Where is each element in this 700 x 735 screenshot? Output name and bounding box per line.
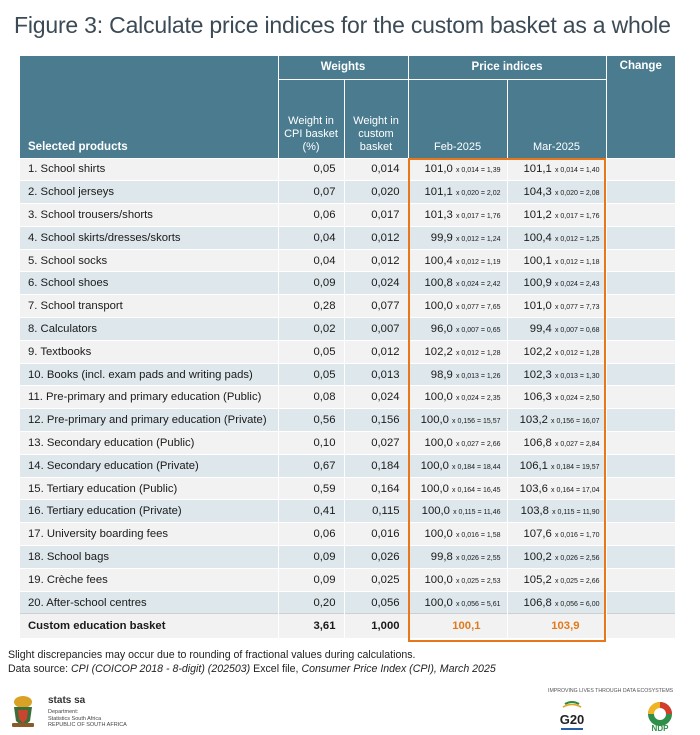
weight-custom: 0,012 — [344, 249, 408, 272]
weight-cpi: 0,08 — [278, 386, 344, 409]
price-index-mar — [507, 363, 606, 386]
total-change — [606, 614, 675, 638]
feb-calculation: x 0,077 = 7,65 — [455, 304, 501, 312]
product-name: 18. School bags — [20, 546, 278, 569]
slogan-text: IMPROVING LIVES THROUGH DATA ECOSYSTEMS — [548, 688, 674, 694]
feb-calculation: x 0,014 = 1,39 — [455, 167, 501, 175]
product-name: 20. After-school centres — [20, 591, 278, 614]
weight-cpi: 0,56 — [278, 409, 344, 432]
source-mid: Excel file, — [250, 663, 302, 675]
mar-calculation: x 0,014 = 1,40 — [554, 167, 600, 175]
feb-calculation: x 0,013 = 1,26 — [455, 372, 501, 380]
feb-calculation: x 0,024 = 2,35 — [455, 395, 501, 403]
price-index-feb — [408, 500, 507, 523]
feb-index-value: 98,9 — [430, 368, 453, 381]
price-index-mar — [507, 568, 606, 591]
table-row — [20, 477, 675, 500]
product-name: 19. Crèche fees — [20, 568, 278, 591]
product-name: 17. University boarding fees — [20, 523, 278, 546]
product-name: 12. Pre-primary and primary education (Private) — [20, 409, 278, 432]
table-body — [20, 158, 675, 638]
price-index-feb — [408, 204, 507, 227]
weight-cpi: 0,28 — [278, 295, 344, 318]
weight-custom: 0,184 — [344, 454, 408, 477]
weight-custom: 0,164 — [344, 477, 408, 500]
price-index-feb — [408, 454, 507, 477]
price-index-mar — [507, 454, 606, 477]
weight-custom: 0,024 — [344, 386, 408, 409]
price-index-mar — [507, 318, 606, 341]
feb-index-value: 100,0 — [424, 436, 453, 449]
price-index-feb — [408, 249, 507, 272]
weight-cpi: 0,09 — [278, 546, 344, 569]
mar-calculation: x 0,115 = 11,90 — [552, 509, 600, 517]
header-feb: Feb-2025 — [408, 79, 507, 158]
weight-cpi: 0,05 — [278, 340, 344, 363]
price-index-feb — [408, 272, 507, 295]
weight-custom: 0,013 — [344, 363, 408, 386]
product-name: 11. Pre-primary and primary education (Public) — [20, 386, 278, 409]
change-cell — [606, 568, 675, 591]
feb-calculation: x 0,024 = 2,42 — [455, 281, 501, 289]
feb-index-value: 99,9 — [430, 231, 453, 244]
feb-index-value: 100,0 — [424, 391, 453, 404]
mar-calculation: x 0,013 = 1,30 — [554, 372, 600, 380]
price-index-mar — [507, 477, 606, 500]
change-cell — [606, 272, 675, 295]
mar-index-value: 106,8 — [523, 436, 552, 449]
price-index-feb — [408, 226, 507, 249]
mar-calculation: x 0,026 = 2,56 — [554, 554, 600, 562]
weight-cpi: 0,20 — [278, 591, 344, 614]
g20-text: G20 — [559, 712, 585, 727]
table-row — [20, 432, 675, 455]
change-cell — [606, 295, 675, 318]
footnote-rounding: Slight discrepancies may occur due to rounding of fractional values during calculations. — [8, 649, 416, 661]
price-index-mar — [507, 340, 606, 363]
ndp-text: NDP — [651, 724, 669, 733]
header-weights: Weights — [278, 56, 408, 79]
feb-index-value: 101,1 — [424, 186, 453, 199]
price-index-mar — [507, 409, 606, 432]
price-index-feb — [408, 546, 507, 569]
mar-calculation: x 0,012 = 1,18 — [554, 258, 600, 266]
dept-line-1: Department: — [48, 709, 79, 715]
mar-index-value: 101,2 — [523, 208, 552, 221]
weight-cpi: 0,09 — [278, 272, 344, 295]
feb-calculation: x 0,164 = 16,45 — [452, 486, 501, 494]
mar-index-value: 107,6 — [523, 528, 552, 541]
table-row — [20, 386, 675, 409]
table-row — [20, 500, 675, 523]
price-index-mar — [507, 386, 606, 409]
feb-calculation: x 0,012 = 1,28 — [455, 349, 501, 357]
feb-index-value: 100,0 — [424, 596, 453, 609]
mar-index-value: 106,1 — [519, 459, 548, 472]
mar-calculation: x 0,016 = 1,70 — [554, 532, 600, 540]
dept-line-3: REPUBLIC OF SOUTH AFRICA — [48, 722, 127, 728]
change-cell — [606, 591, 675, 614]
mar-calculation: x 0,017 = 1,76 — [554, 212, 600, 220]
change-cell — [606, 318, 675, 341]
price-index-table — [20, 56, 675, 638]
mar-index-value: 100,2 — [523, 550, 552, 563]
header-change: Change — [606, 56, 675, 79]
product-name: 13. Secondary education (Public) — [20, 432, 278, 455]
mar-index-value: 103,2 — [519, 414, 548, 427]
table-row — [20, 272, 675, 295]
price-index-feb — [408, 363, 507, 386]
product-name: 9. Textbooks — [20, 340, 278, 363]
change-cell — [606, 204, 675, 227]
weight-custom: 0,115 — [344, 500, 408, 523]
weight-custom: 0,056 — [344, 591, 408, 614]
change-cell — [606, 340, 675, 363]
header-selected-products: Selected products — [20, 79, 278, 158]
price-index-feb — [408, 181, 507, 204]
price-index-mar — [507, 204, 606, 227]
total-weight-custom: 1,000 — [344, 614, 408, 638]
price-index-mar — [507, 546, 606, 569]
feb-index-value: 99,8 — [430, 550, 453, 563]
table-row — [20, 226, 675, 249]
mar-index-value: 104,3 — [523, 186, 552, 199]
weight-cpi: 0,06 — [278, 523, 344, 546]
header-blank — [20, 56, 278, 79]
price-index-mar — [507, 158, 606, 181]
price-index-mar — [507, 249, 606, 272]
table-row — [20, 523, 675, 546]
weight-cpi: 0,07 — [278, 181, 344, 204]
mar-index-value: 101,0 — [523, 300, 552, 313]
feb-index-value: 100,8 — [424, 277, 453, 290]
mar-index-value: 99,4 — [529, 322, 552, 335]
mar-index-value: 105,2 — [523, 573, 552, 586]
weight-custom: 0,020 — [344, 181, 408, 204]
price-index-feb — [408, 591, 507, 614]
mar-index-value: 100,1 — [523, 254, 552, 267]
change-cell — [606, 500, 675, 523]
change-cell — [606, 158, 675, 181]
header-weight-cpi: Weight in CPI basket (%) — [278, 79, 344, 158]
table-row — [20, 204, 675, 227]
price-index-feb — [408, 432, 507, 455]
header-price-indices: Price indices — [408, 56, 606, 79]
change-cell — [606, 363, 675, 386]
mar-calculation: x 0,020 = 2,08 — [554, 190, 600, 198]
header-mar: Mar-2025 — [507, 79, 606, 158]
price-index-feb — [408, 523, 507, 546]
price-index-feb — [408, 409, 507, 432]
table-row — [20, 568, 675, 591]
ndp-logo — [640, 700, 680, 734]
feb-calculation: x 0,020 = 2,02 — [455, 190, 501, 198]
price-index-mar — [507, 432, 606, 455]
feb-calculation: x 0,056 = 5,61 — [455, 600, 501, 608]
weight-cpi: 0,05 — [278, 158, 344, 181]
feb-calculation: x 0,027 = 2,66 — [455, 440, 501, 448]
mar-index-value: 102,2 — [523, 345, 552, 358]
mar-calculation: x 0,024 = 2,50 — [554, 395, 600, 403]
weight-cpi: 0,09 — [278, 568, 344, 591]
weight-custom: 0,007 — [344, 318, 408, 341]
feb-calculation: x 0,017 = 1,76 — [455, 212, 501, 220]
price-index-mar — [507, 523, 606, 546]
weight-custom: 0,017 — [344, 204, 408, 227]
mar-calculation: x 0,007 = 0,68 — [554, 326, 600, 334]
feb-index-value: 100,0 — [424, 573, 453, 586]
feb-calculation: x 0,184 = 18,44 — [452, 463, 501, 471]
weight-custom: 0,077 — [344, 295, 408, 318]
price-index-mar — [507, 591, 606, 614]
price-index-mar — [507, 272, 606, 295]
product-name: 5. School socks — [20, 249, 278, 272]
price-index-feb — [408, 568, 507, 591]
table-row — [20, 546, 675, 569]
change-cell — [606, 477, 675, 500]
table-row — [20, 181, 675, 204]
weight-custom: 0,016 — [344, 523, 408, 546]
feb-calculation: x 0,026 = 2,55 — [455, 554, 501, 562]
feb-calculation: x 0,115 = 11,46 — [453, 509, 501, 517]
footnote — [8, 648, 496, 676]
change-cell — [606, 454, 675, 477]
feb-index-value: 102,2 — [424, 345, 453, 358]
mar-index-value: 103,6 — [519, 482, 548, 495]
org-name: stats sa — [48, 695, 86, 706]
feb-index-value: 100,0 — [424, 300, 453, 313]
mar-index-value: 106,8 — [523, 596, 552, 609]
mar-calculation: x 0,156 = 16,07 — [551, 418, 600, 426]
table-row — [20, 295, 675, 318]
table-row — [20, 158, 675, 181]
product-name: 14. Secondary education (Private) — [20, 454, 278, 477]
product-name: 10. Books (incl. exam pads and writing pads) — [20, 363, 278, 386]
change-cell — [606, 409, 675, 432]
weight-cpi: 0,04 — [278, 249, 344, 272]
feb-calculation: x 0,016 = 1,58 — [455, 532, 501, 540]
price-index-feb — [408, 295, 507, 318]
product-name: 16. Tertiary education (Private) — [20, 500, 278, 523]
feb-index-value: 100,0 — [420, 414, 449, 427]
feb-index-value: 100,0 — [424, 528, 453, 541]
weight-cpi: 0,04 — [278, 226, 344, 249]
change-cell — [606, 432, 675, 455]
feb-calculation: x 0,012 = 1,24 — [455, 235, 501, 243]
feb-calculation: x 0,025 = 2,53 — [455, 577, 501, 585]
feb-index-value: 96,0 — [430, 322, 453, 335]
product-name: 8. Calculators — [20, 318, 278, 341]
stats-sa-logo — [8, 689, 128, 731]
change-cell — [606, 226, 675, 249]
product-name: 2. School jerseys — [20, 181, 278, 204]
weight-custom: 0,024 — [344, 272, 408, 295]
total-row — [20, 614, 675, 638]
mar-calculation: x 0,012 = 1,25 — [554, 235, 600, 243]
total-feb: 100,1 — [408, 614, 507, 638]
weight-custom: 0,025 — [344, 568, 408, 591]
weight-cpi: 0,06 — [278, 204, 344, 227]
total-mar: 103,9 — [507, 614, 606, 638]
mar-calculation: x 0,012 = 1,28 — [554, 349, 600, 357]
price-index-mar — [507, 295, 606, 318]
feb-calculation: x 0,012 = 1,19 — [455, 258, 501, 266]
price-index-feb — [408, 477, 507, 500]
feb-index-value: 100,0 — [421, 505, 450, 518]
table-row — [20, 340, 675, 363]
weight-custom: 0,014 — [344, 158, 408, 181]
price-index-feb — [408, 158, 507, 181]
mar-calculation: x 0,024 = 2,43 — [554, 281, 600, 289]
total-label: Custom education basket — [20, 614, 278, 638]
g20-logo — [555, 700, 589, 734]
source-file: CPI (COICOP 2018 - 8-digit) (202503) — [71, 663, 251, 675]
dept-line-2: Statistics South Africa — [48, 715, 102, 722]
change-cell — [606, 523, 675, 546]
price-index-feb — [408, 386, 507, 409]
price-index-mar — [507, 181, 606, 204]
source-publication: Consumer Price Index (CPI), March 2025 — [301, 663, 496, 675]
weight-custom: 0,156 — [344, 409, 408, 432]
mar-index-value: 103,8 — [520, 505, 549, 518]
change-cell — [606, 181, 675, 204]
feb-index-value: 101,3 — [424, 208, 453, 221]
department-text — [48, 709, 127, 729]
mar-calculation: x 0,056 = 6,00 — [554, 600, 600, 608]
feb-index-value: 100,4 — [424, 254, 453, 267]
price-index-feb — [408, 340, 507, 363]
header-weight-custom: Weight in custom basket — [344, 79, 408, 158]
table-row — [20, 591, 675, 614]
product-name: 15. Tertiary education (Public) — [20, 477, 278, 500]
product-name: 4. School skirts/dresses/skorts — [20, 226, 278, 249]
price-index-table-container — [20, 56, 675, 638]
mar-index-value: 100,9 — [523, 277, 552, 290]
change-cell — [606, 386, 675, 409]
weight-cpi: 0,05 — [278, 363, 344, 386]
total-weight-cpi: 3,61 — [278, 614, 344, 638]
weight-cpi: 0,02 — [278, 318, 344, 341]
weight-custom: 0,012 — [344, 340, 408, 363]
product-name: 7. School transport — [20, 295, 278, 318]
feb-index-value: 100,0 — [420, 459, 449, 472]
product-name: 6. School shoes — [20, 272, 278, 295]
source-prefix: Data source: — [8, 663, 72, 675]
mar-calculation: x 0,025 = 2,66 — [554, 577, 600, 585]
price-index-mar — [507, 226, 606, 249]
weight-cpi: 0,59 — [278, 477, 344, 500]
price-index-mar — [507, 500, 606, 523]
mar-calculation: x 0,077 = 7,73 — [554, 304, 600, 312]
table-row — [20, 249, 675, 272]
coat-of-arms-logo — [8, 693, 38, 729]
table-row — [20, 318, 675, 341]
mar-index-value: 102,3 — [523, 368, 552, 381]
feb-index-value: 100,0 — [420, 482, 449, 495]
mar-calculation: x 0,164 = 17,04 — [551, 486, 600, 494]
weight-custom: 0,027 — [344, 432, 408, 455]
table-row — [20, 409, 675, 432]
mar-index-value: 106,3 — [523, 391, 552, 404]
mar-calculation: x 0,027 = 2,84 — [554, 440, 600, 448]
weight-cpi: 0,10 — [278, 432, 344, 455]
table-row — [20, 363, 675, 386]
product-name: 1. School shirts — [20, 158, 278, 181]
page-title: Figure 3: Calculate price indices for the custom basket as a whole — [14, 12, 671, 38]
price-index-feb — [408, 318, 507, 341]
weight-cpi: 0,41 — [278, 500, 344, 523]
mar-calculation: x 0,184 = 19,57 — [551, 463, 600, 471]
mar-index-value: 100,4 — [523, 231, 552, 244]
header-change-blank — [606, 79, 675, 158]
product-name: 3. School trousers/shorts — [20, 204, 278, 227]
change-cell — [606, 546, 675, 569]
feb-index-value: 101,0 — [424, 163, 453, 176]
weight-custom: 0,026 — [344, 546, 408, 569]
weight-custom: 0,012 — [344, 226, 408, 249]
weight-cpi: 0,67 — [278, 454, 344, 477]
feb-calculation: x 0,007 = 0,65 — [455, 326, 501, 334]
footnote-source — [8, 662, 496, 676]
feb-calculation: x 0,156 = 15,57 — [452, 418, 501, 426]
change-cell — [606, 249, 675, 272]
mar-index-value: 101,1 — [523, 163, 552, 176]
table-row — [20, 454, 675, 477]
